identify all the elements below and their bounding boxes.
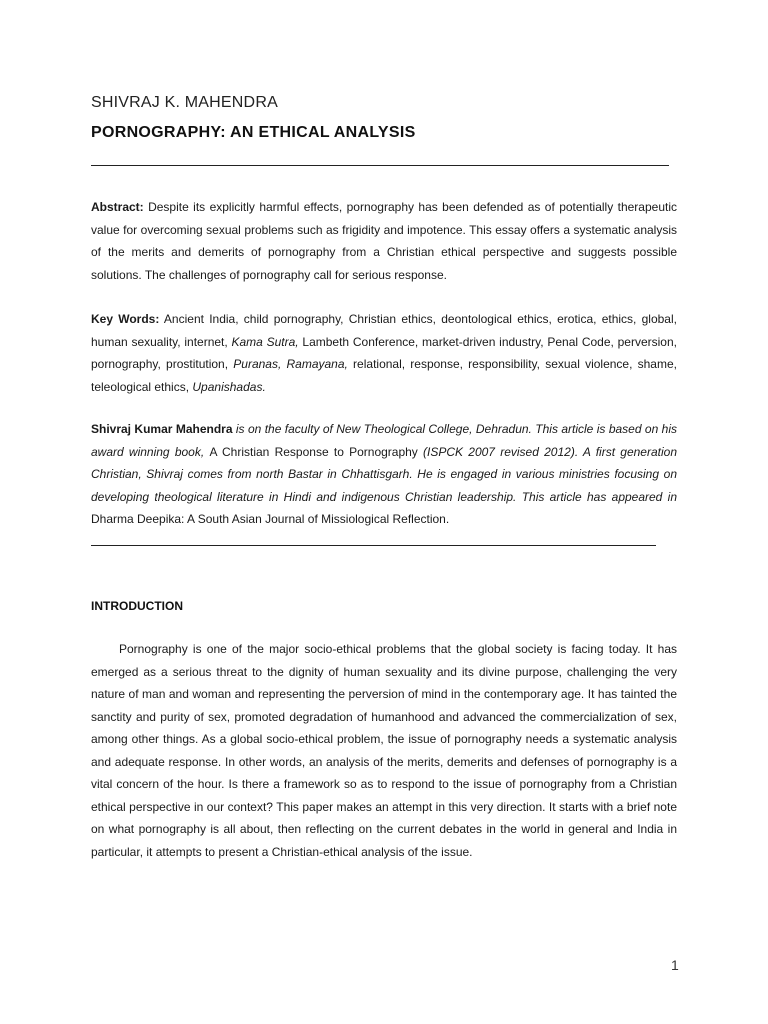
bio-italic-1: is on the faculty of New Theological College, Dehradun. This article is based on his award winning book, <box>91 422 677 459</box>
keywords-label: Key Words: <box>91 312 160 326</box>
keywords-italic-3: Upanishadas. <box>192 379 266 394</box>
bio-journal-title: Dharma Deepika: A South Asian Journal of Missiological Reflection. <box>91 512 450 526</box>
bio-book-title: A Christian Response to Pornography <box>209 444 418 459</box>
bio-name: Shivraj Kumar Mahendra <box>91 422 233 436</box>
bio-italic-2: (ISPCK 2007 revised 2012). A first generation Christian, Shivraj comes from north Bastar in Chhattisgarh. He is engaged in various ministries focusing on developing theological literature in Hindi and indigenous Christian leadership. This article has appeared in <box>91 444 678 504</box>
abstract-paragraph <box>91 196 677 286</box>
keywords-text-3: relational, response, responsibility, sexual violence, shame, teleological ethics, <box>91 357 677 394</box>
keywords-paragraph <box>91 308 677 398</box>
introduction-text: Pornography is one of the major socio-ethical problems that the global society is facing today. It has emerged as a serious threat to the dignity of human sexuality and its divine purpose, challenging the very nature of man and woman and representing the perversion of mind in the contemporary age. It has tainted the sanctity and purity of sex, promoted degradation of humanhood and advanced the commercialization of sex, among other things. As a global socio-ethical problem, the issue of pornography needs a systematic analysis and adequate response. In other words, an analysis of the merits, demerits and defenses of pornography is a vital concern of the hour. Is there a framework so as to respond to the issue of pornography from a Christian ethical perspective in our context? This paper makes an attempt in this very direction. It starts with a brief note on what pornography is all about, then reflecting on the current debates in the world in general and India in particular, it attempts to present a Christian-ethical analysis of the issue. <box>91 642 677 859</box>
keywords-italic-2: Puranas, Ramayana, <box>233 357 348 371</box>
page-number: 1 <box>671 957 679 973</box>
introduction-paragraph <box>91 638 677 863</box>
bottom-divider <box>91 545 656 546</box>
author-name: SHIVRAJ K. MAHENDRA <box>91 94 278 111</box>
article-title: PORNOGRAPHY: AN ETHICAL ANALYSIS <box>91 124 416 141</box>
keywords-italic-1: Kama Sutra, <box>231 334 299 349</box>
top-divider <box>91 165 669 166</box>
abstract-label: Abstract: <box>91 200 144 214</box>
introduction-heading: INTRODUCTION <box>91 599 183 613</box>
author-bio-paragraph <box>91 418 677 531</box>
keywords-text-1: Ancient India, child pornography, Christian ethics, deontological ethics, erotica, ethics, global, human sexuality, internet, <box>91 312 677 349</box>
keywords-text-2: Lambeth Conference, market-driven industry, Penal Code, perversion, pornography, prostitution, <box>91 334 677 371</box>
abstract-text: Despite its explicitly harmful effects, pornography has been defended as of potentially therapeutic value for overcoming sexual problems such as frigidity and impotence. This essay offers a systematic analysis of the merits and demerits of pornography from a Christian ethical perspective and suggests possible solutions. The challenges of pornography call for serious response. <box>91 200 677 282</box>
